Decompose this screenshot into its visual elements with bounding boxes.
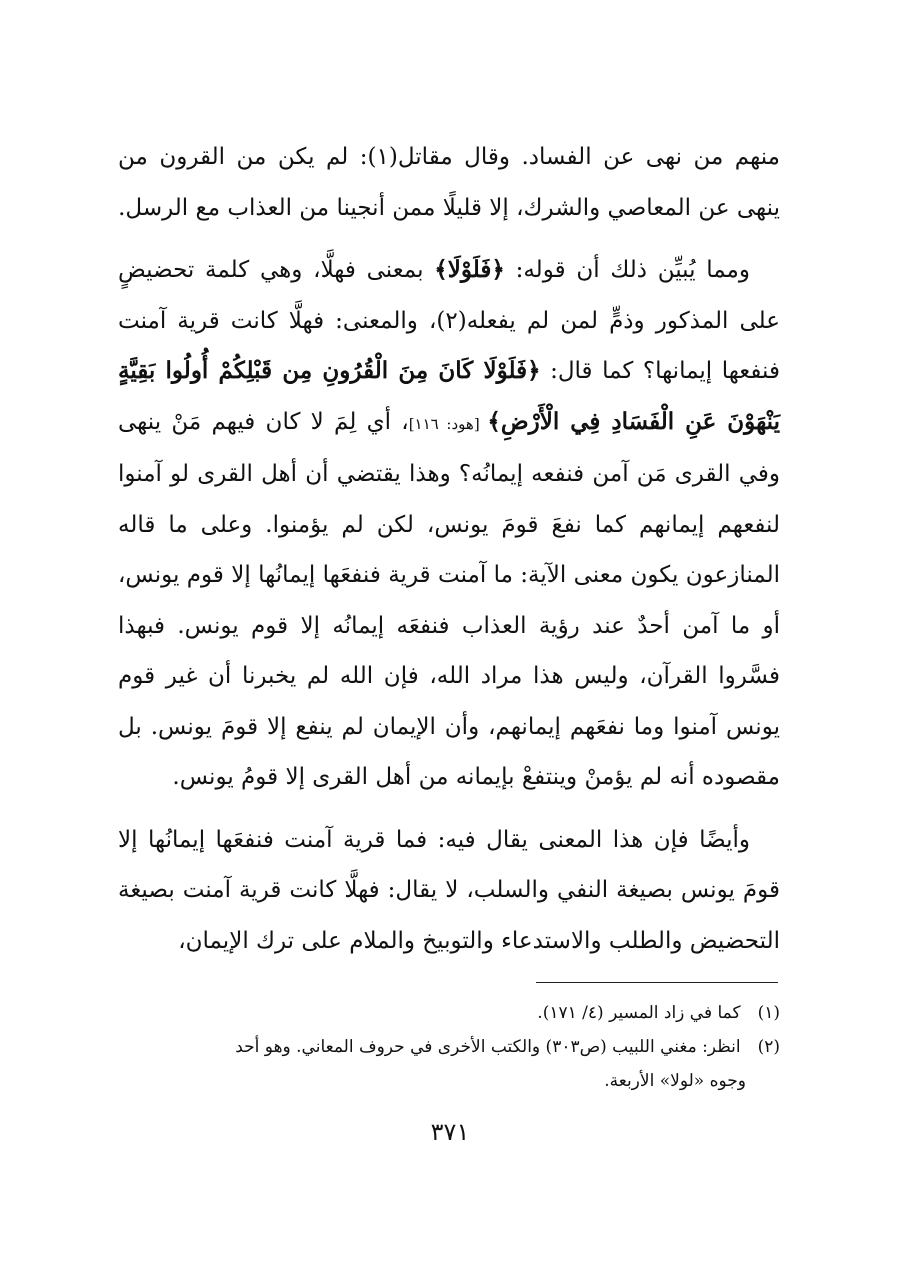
footnote-number: (١) bbox=[757, 1003, 780, 1023]
footnote-number: (٢) bbox=[757, 1037, 780, 1057]
footnote-divider bbox=[536, 982, 778, 983]
verse-reference: [هود: ١١٦] bbox=[408, 414, 488, 433]
footnote-2-continuation: وجوه «لولا» الأربعة. bbox=[604, 1071, 746, 1091]
footnote-1 bbox=[118, 996, 780, 1030]
footnote-2 bbox=[118, 1030, 780, 1064]
quran-verse-hud-116: ﴿فَلَوْلَا كَانَ مِنَ الْقُرُونِ مِن قَبْلِكُمْ أُولُوا بَقِيَّةٍ يَنْهَوْنَ عَنِ الْفَسَادِ فِي الْأَرْضِ﴾ bbox=[118, 357, 781, 435]
quran-word-falawla: ﴿فَلَوْلَا﴾ bbox=[434, 256, 505, 283]
paragraph-3: وأيضًا فإن هذا المعنى يقال فيه: فما قرية آمنت فنفعَها إيمانُها إلا قومَ يونس بصيغة النفي والسلب، لا يقال: فهلَّا كانت قرية آمنت بصيغة التحضيض والطلب والاستدعاء والتوبيخ والملام على ترك الإيمان، bbox=[118, 826, 780, 954]
footnote-text: كما في زاد المسير (٤/ ١٧١). bbox=[537, 1003, 741, 1023]
page-number: ٣٧١ bbox=[430, 1118, 470, 1146]
footnotes bbox=[118, 996, 780, 1098]
paragraph-1: منهم من نهى عن الفساد. وقال مقاتل(١): لم يكن من القرون من ينهى عن المعاصي والشرك، إلا قليلًا ممن أنجينا من العذاب مع الرسل. bbox=[118, 144, 780, 221]
paragraph-2 bbox=[118, 245, 780, 803]
footnote-text: انظر: مغني اللبيب (ص٣٠٣) والكتب الأخرى في حروف المعاني. وهو أحد bbox=[235, 1037, 741, 1057]
paragraph-2-part-a: ومما يُبيِّن ذلك أن قوله: bbox=[504, 257, 750, 283]
main-text bbox=[118, 132, 780, 966]
paragraph-2-part-c: ، أي لِمَ لا كان فيهم مَنْ ينهى وفي القرى مَن آمن فنفعه إيمانُه؟ وهذا يقتضي أن أهل القرى لو آمنوا لنفعهم إيمانهم كما نفعَ قومَ يونس، لكن لم يؤمنوا. وعلى ما قاله المنازعون يكون معنى الآية: ما آمنت قرية فنفعَها إيمانُها إلا قوم يونس، أو ما آمن أحدٌ عند رؤية العذاب فنفعَه إيمانُه إلا قوم يونس. فبهذا فسَّروا القرآن، وليس هذا مراد الله، فإن الله لم يخبرنا أن غير قوم يونس آمنوا وما نفعَهم إيمانهم، وأن الإيمان لم ينفع إلا قومَ يونس. بل مقصوده أنه لم يؤمنْ وينتفعْ بإيمانه من أهل القرى إلا قومُ يونس. bbox=[118, 408, 780, 790]
paragraph-2-part-b: بمعنى فهلَّا، وهي كلمة تحضيضٍ على المذكور وذمٍّ لمن لم يفعله(٢)، والمعنى: فهلَّا كانت قرية آمنت فنفعها إيمانها؟ كما قال: bbox=[118, 257, 780, 384]
